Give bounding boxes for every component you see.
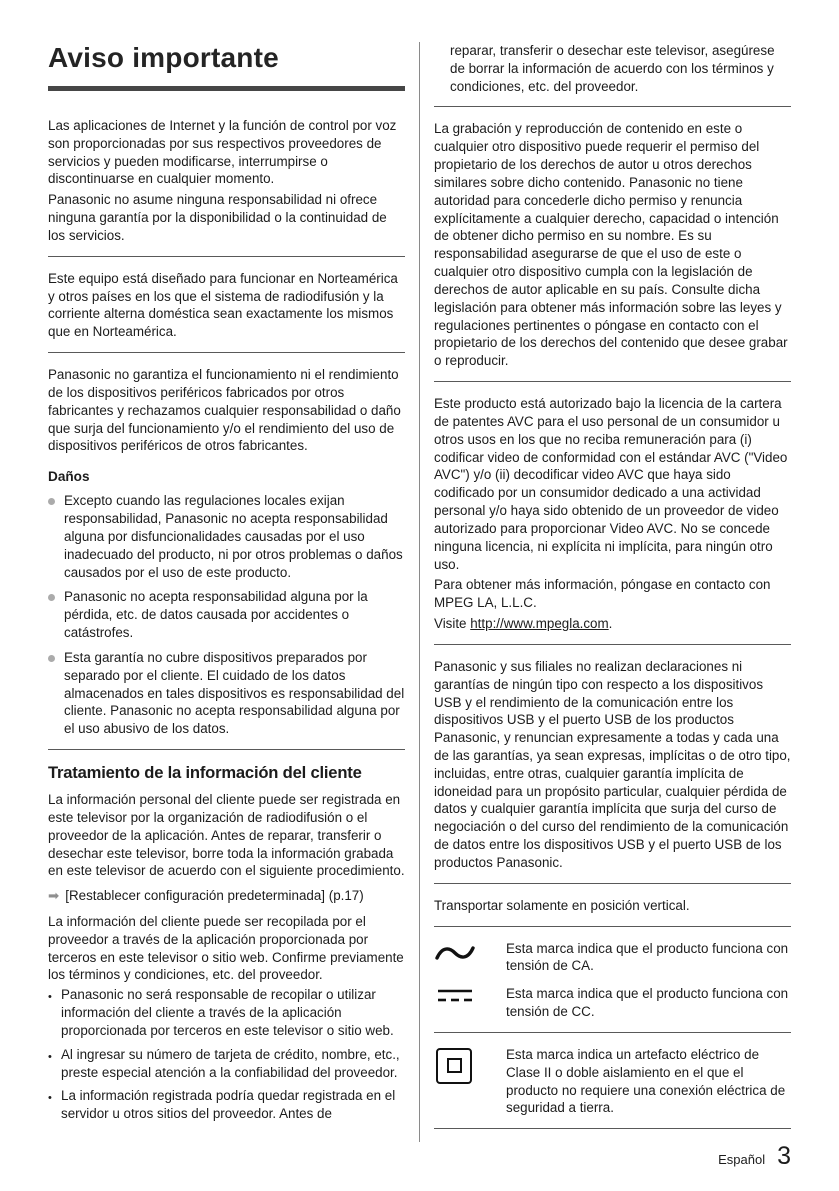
paragraph: La información personal del cliente puede ser registrada en este televisor por la organización de radiodifusión o el proveedor de la aplicación. Antes de reparar, transferir o desechar este televisor, borre toda la información grabada en este televisor de acuerdo con el siguiente procedimiento. xyxy=(48,792,405,879)
dc-symbol-icon xyxy=(434,985,506,1021)
column-divider xyxy=(419,42,420,1142)
horizontal-rule xyxy=(434,883,791,884)
section-customer-info xyxy=(48,791,405,880)
horizontal-rule xyxy=(434,1128,791,1129)
horizontal-rule xyxy=(434,106,791,107)
paragraph: Las aplicaciones de Internet y la función de control por voz son proporcionadas por sus respectivos proveedores de servicios y pueden modificarse, interrumpirse o discontinuarse en cualquier momento. xyxy=(48,118,397,187)
paragraph: Panasonic y sus filiales no realizan declaraciones ni garantías de ningún tipo con respecto a los dispositivos USB y el rendimiento de la comunicación entre los dispositivos USB y el puerto USB de los productos Panasonic, y renuncian expresamente a todas y cada una de las garantías, ya sean expresas, implícitas o de otro tipo, incluidas, entre otras, cualquier garantía implícita de idoneidad para un propósito particular, cualquier pérdida de datos y cualquier garantía implícita que surja del curso de negociación o del curso del rendimiento de la comunicación de datos entre los dispositivos USB y el puerto USB de los productos Panasonic. xyxy=(434,658,791,870)
bullet-icon xyxy=(48,492,64,581)
reference-text: [Restablecer configuración predeterminada] (p.17) xyxy=(65,888,364,904)
page-footer xyxy=(718,1142,791,1171)
horizontal-rule xyxy=(434,926,791,927)
footer-language-label: Español xyxy=(718,1152,766,1167)
visit-line xyxy=(434,615,791,633)
horizontal-rule xyxy=(48,256,405,257)
list-item xyxy=(48,986,405,1039)
section-usb-disclaimer xyxy=(434,658,791,872)
visit-prefix: Visite xyxy=(434,616,471,632)
bullet-icon xyxy=(48,1046,61,1082)
bullet-icon xyxy=(48,588,64,641)
class2-mark-row xyxy=(434,1046,791,1117)
footer-page-number: 3 xyxy=(777,1142,791,1170)
horizontal-rule xyxy=(48,749,405,750)
list-item-text: La información registrada podría quedar registrada en el servidor u otros sitios del proveedor. Antes de xyxy=(61,1088,396,1122)
reference-line xyxy=(48,887,405,905)
paragraph: Para obtener más información, póngase en contacto con MPEG LA, L.L.C. xyxy=(434,577,771,611)
mark-description: Esta marca indica que el producto funciona con tensión de CA. xyxy=(506,940,789,974)
section-equipment xyxy=(48,270,405,341)
customer-info-bullet-list xyxy=(48,986,405,1123)
paragraph: Panasonic no garantiza el funcionamiento ni el rendimiento de los dispositivos periféricos fabricados por otros fabricantes y rechazamos cualquier responsabilidad o daño que surja del funcionamiento y/o el rendimiento del uso de dispositivos periféricos de otros fabricantes. xyxy=(48,367,401,454)
list-item xyxy=(48,588,405,641)
danos-bullet-list xyxy=(48,492,405,738)
paragraph: Panasonic no asume ninguna responsabilidad ni ofrece ninguna garantía por la disponibilidad o la continuidad de los servicios. xyxy=(48,192,387,243)
list-item xyxy=(48,1087,405,1123)
bullet-icon xyxy=(48,649,64,738)
paragraph: La información del cliente puede ser recopilada por el proveedor a través de la aplicación proporcionada por terceros en este televisor o sitio web. Confirme previamente los términos y condiciones, etc. del proveedor. xyxy=(48,913,404,983)
section-transport xyxy=(434,897,791,915)
section-customer-info-2 xyxy=(48,913,405,984)
mark-description: Esta marca indica un artefacto eléctrico de Clase II o doble aislamiento en el que el producto no requiere una conexión eléctrica de seguridad a tierra. xyxy=(506,1046,786,1116)
section-internet-services xyxy=(48,117,405,245)
list-item-text: Al ingresar su número de tarjeta de crédito, nombre, etc., preste especial atención a la confiabilidad del proveedor. xyxy=(61,1046,400,1080)
bullet-icon xyxy=(48,1087,61,1123)
class2-double-insulation-icon xyxy=(434,1046,506,1117)
left-column xyxy=(48,42,405,1142)
section-continuation xyxy=(434,42,791,95)
tratamiento-heading: Tratamiento de la información del cliente xyxy=(48,763,362,783)
ac-mark-row xyxy=(434,940,791,976)
title-underline xyxy=(48,86,405,91)
paragraph: reparar, transferir o desechar este televisor, asegúrese de borrar la información de acuerdo con los términos y condiciones, etc. del proveedor. xyxy=(450,43,775,94)
page-title: Aviso importante xyxy=(48,42,279,73)
paragraph: La grabación y reproducción de contenido en este o cualquier otro dispositivo puede requerir el permiso del propietario de los derechos de autor u otros derechos similares sobre dicho contenido. Panasonic no tiene autoridad para concederle dicho permiso y renuncia explícitamente a cualquier derecho, capacidad o intención de obtener dicho permiso en su nombre. Es su responsabilidad asegurarse de que el uso de este o cualquier otro dispositivo cumpla con la legislación de derechos de autor aplicable en su país. Consulte dicha legislación para obtener más información sobre las leyes y regulaciones pertinentes o póngase en contacto con el propietario de los derechos del contenido que desee grabar o reproducir. xyxy=(434,121,788,369)
horizontal-rule xyxy=(434,1032,791,1033)
list-item-text: Esta garantía no cubre dispositivos preparados por separado por el cliente. El cuidado de los datos almacenados en tales dispositivos es responsabilidad del cliente. Panasonic no acepta responsabilidad alguna por el uso abusivo de los datos. xyxy=(64,649,405,737)
paragraph: Transportar solamente en posición vertical. xyxy=(434,897,690,913)
list-item-text: Excepto cuando las regulaciones locales exijan responsabilidad, Panasonic no acepta responsabilidad alguna por disfuncionalidades causadas por el uso inadecuado del producto, ni por otros problemas o daños causados por el uso de este producto. xyxy=(64,493,403,580)
paragraph: Este producto está autorizado bajo la licencia de la cartera de patentes AVC para el uso personal de un consumidor u otros usos en los que no reciba remuneración para (i) codificar video de conformidad con el estándar AVC ("Video AVC") y/o (ii) decodificar video AVC que haya sido codificado por un consumidor dedicado a una actividad personal y/o haya sido obtenido de un proveedor de video autorizado para proporcionar Video AVC. No se concede ninguna licencia, ni explícita ni implícita, para ningún otro uso. xyxy=(434,396,788,572)
mark-description: Esta marca indica que el producto funciona con tensión de CC. xyxy=(506,986,789,1020)
horizontal-rule xyxy=(48,352,405,353)
ac-wave-icon xyxy=(434,940,506,976)
arrow-right-icon: ➡ xyxy=(48,888,60,904)
danos-heading: Daños xyxy=(48,469,90,485)
dc-mark-row xyxy=(434,985,791,1021)
list-item xyxy=(48,492,405,581)
section-recording xyxy=(434,120,791,370)
horizontal-rule xyxy=(434,381,791,382)
section-avc-license xyxy=(434,395,791,633)
horizontal-rule xyxy=(434,644,791,645)
list-item xyxy=(48,649,405,738)
list-item xyxy=(48,1046,405,1082)
section-peripherals xyxy=(48,366,405,455)
list-item-text: Panasonic no acepta responsabilidad alguna por la pérdida, etc. de datos causada por accidentes o catástrofes. xyxy=(64,589,368,641)
right-column xyxy=(434,42,791,1142)
paragraph: Este equipo está diseñado para funcionar en Norteamérica y otros países en los que el sistema de radiodifusión y la corriente alterna doméstica sean exactamente los mismos que en Norteamérica. xyxy=(48,270,398,340)
visit-suffix: . xyxy=(608,616,613,632)
bullet-icon xyxy=(48,986,61,1039)
mpegla-link[interactable]: http://www.mpegla.com xyxy=(470,616,609,632)
list-item-text: Panasonic no será responsable de recopilar o utilizar información del cliente a través de la aplicación proporcionada por terceros en este televisor o sitio web. xyxy=(61,987,394,1038)
